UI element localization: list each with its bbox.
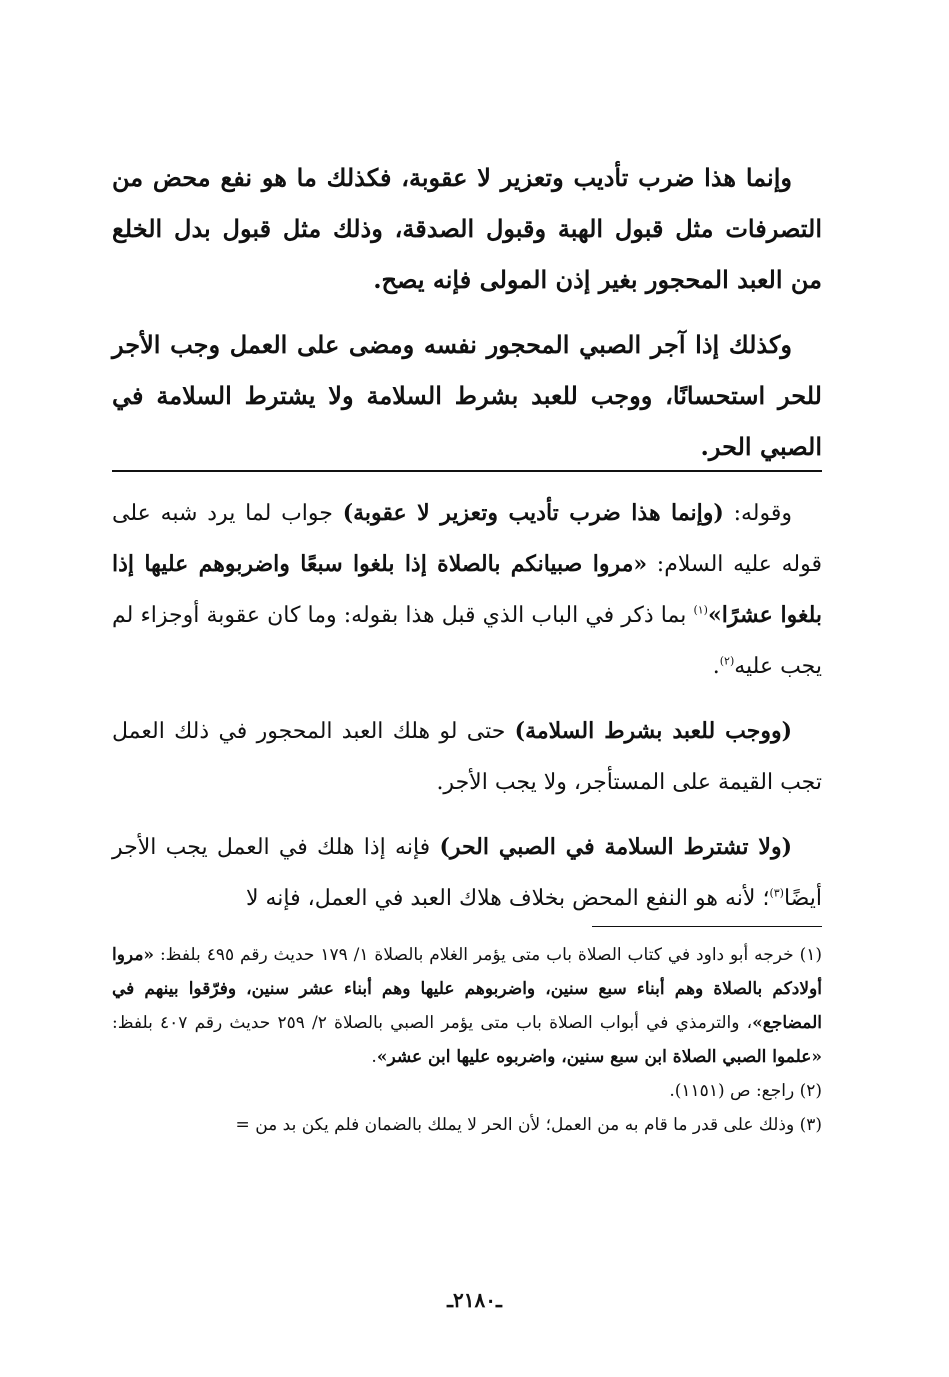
commentary-text — [112, 488, 822, 938]
commentary-text-run: فإنه إذا هلك في العمل يجب الأجر أيضًا — [112, 835, 822, 911]
footnote-text-run: راجع: ص (١١٥١). — [669, 1081, 800, 1101]
footnote-text-run: وذلك على قدر ما قام به من العمل؛ لأن الحر لا يملك بالضمان فلم يكن بد من = — [235, 1115, 800, 1135]
footnote-marker-2: (٢) — [719, 654, 735, 668]
commentary-text-run: وقوله: — [723, 501, 792, 526]
commentary-text-run: حتى لو هلك العبد المحجور في ذلك العمل تجب القيمة على المستأجر، ولا يجب الأجر. — [112, 719, 822, 795]
footnote-marker-1: (١) — [693, 603, 708, 617]
main-text — [112, 152, 822, 486]
footnote-1 — [112, 938, 822, 1074]
hadith-quote: «مروا أولادكم بالصلاة وهم أبناء سبع سنين، واضربوهم عليها وهم أبناء عشر سنين، وفرّقوا بينهم في المضاجع» — [112, 945, 822, 1033]
footnote-number: (١) — [799, 945, 822, 965]
commentary-text-run: . — [712, 654, 720, 679]
commentary-text-run: جواب لما يرد شبه على قوله عليه السلام: — [112, 501, 822, 577]
footnote-number: (٣) — [799, 1115, 822, 1135]
main-text-paragraph-2: وكذلك إذا آجر الصبي المحجور نفسه ومضى على العمل وجب الأجر للحر استحسانًا، ووجب للعبد بشرط السلامة ولا يشترط السلامة في الصبي الحر. — [112, 330, 822, 461]
commentary-paragraph-2 — [112, 706, 822, 808]
hadith-quote: «مروا صبيانكم بالصلاة إذا بلغوا سبعًا واضربوهم عليها إذا بلغوا عشرًا» — [112, 551, 822, 628]
footnote-text-run: . — [371, 1047, 377, 1067]
footnote-number: (٢) — [799, 1081, 822, 1101]
quoted-phrase: (ووجب للعبد بشرط السلامة) — [514, 718, 792, 744]
quoted-phrase: (وإنما هذا ضرب تأديب وتعزير لا عقوبة) — [342, 500, 724, 526]
footnotes — [112, 938, 822, 1142]
commentary-paragraph-3 — [112, 822, 822, 924]
commentary-paragraph-1 — [112, 488, 822, 692]
hadith-quote: «علموا الصبي الصلاة ابن سبع سنين، واضربوه عليها ابن عشر» — [376, 1047, 822, 1067]
quoted-phrase: (ولا تشترط السلامة في الصبي الحر) — [439, 834, 792, 860]
page-number: ـ٢١٨٠ـ — [447, 1288, 502, 1312]
footnote-separator — [592, 926, 822, 927]
commentary-text-run: بما ذكر في الباب الذي قبل هذا بقوله: وما كان عقوبة أوجزاء لم يجب عليه — [112, 603, 822, 679]
footnote-3 — [112, 1108, 822, 1142]
footnote-text-run: خرجه أبو داود في كتاب الصلاة باب متى يؤمر الغلام بالصلاة ١/ ١٧٩ حديث رقم ٤٩٥ بلفظ: — [154, 945, 800, 965]
footnote-2 — [112, 1074, 822, 1108]
text-divider-rule — [112, 470, 822, 472]
footnote-text-run: ، والترمذي في أبواب الصلاة باب متى يؤمر الصبي بالصلاة ٢/ ٢٥٩ حديث رقم ٤٠٧ بلفظ: — [112, 1013, 753, 1033]
main-text-paragraph-1: وإنما هذا ضرب تأديب وتعزير لا عقوبة، فكذلك ما هو نفع محض من التصرفات مثل قبول الهبة وقبول الصدقة، وذلك مثل قبول بدل الخلع من العبد المحجور بغير إذن المولى فإنه يصح. — [112, 163, 822, 294]
footnote-marker-3: (٣) — [769, 886, 784, 900]
commentary-text-run: ؛ لأنه هو النفع المحض بخلاف هلاك العبد في العمل، فإنه لا — [245, 886, 770, 911]
